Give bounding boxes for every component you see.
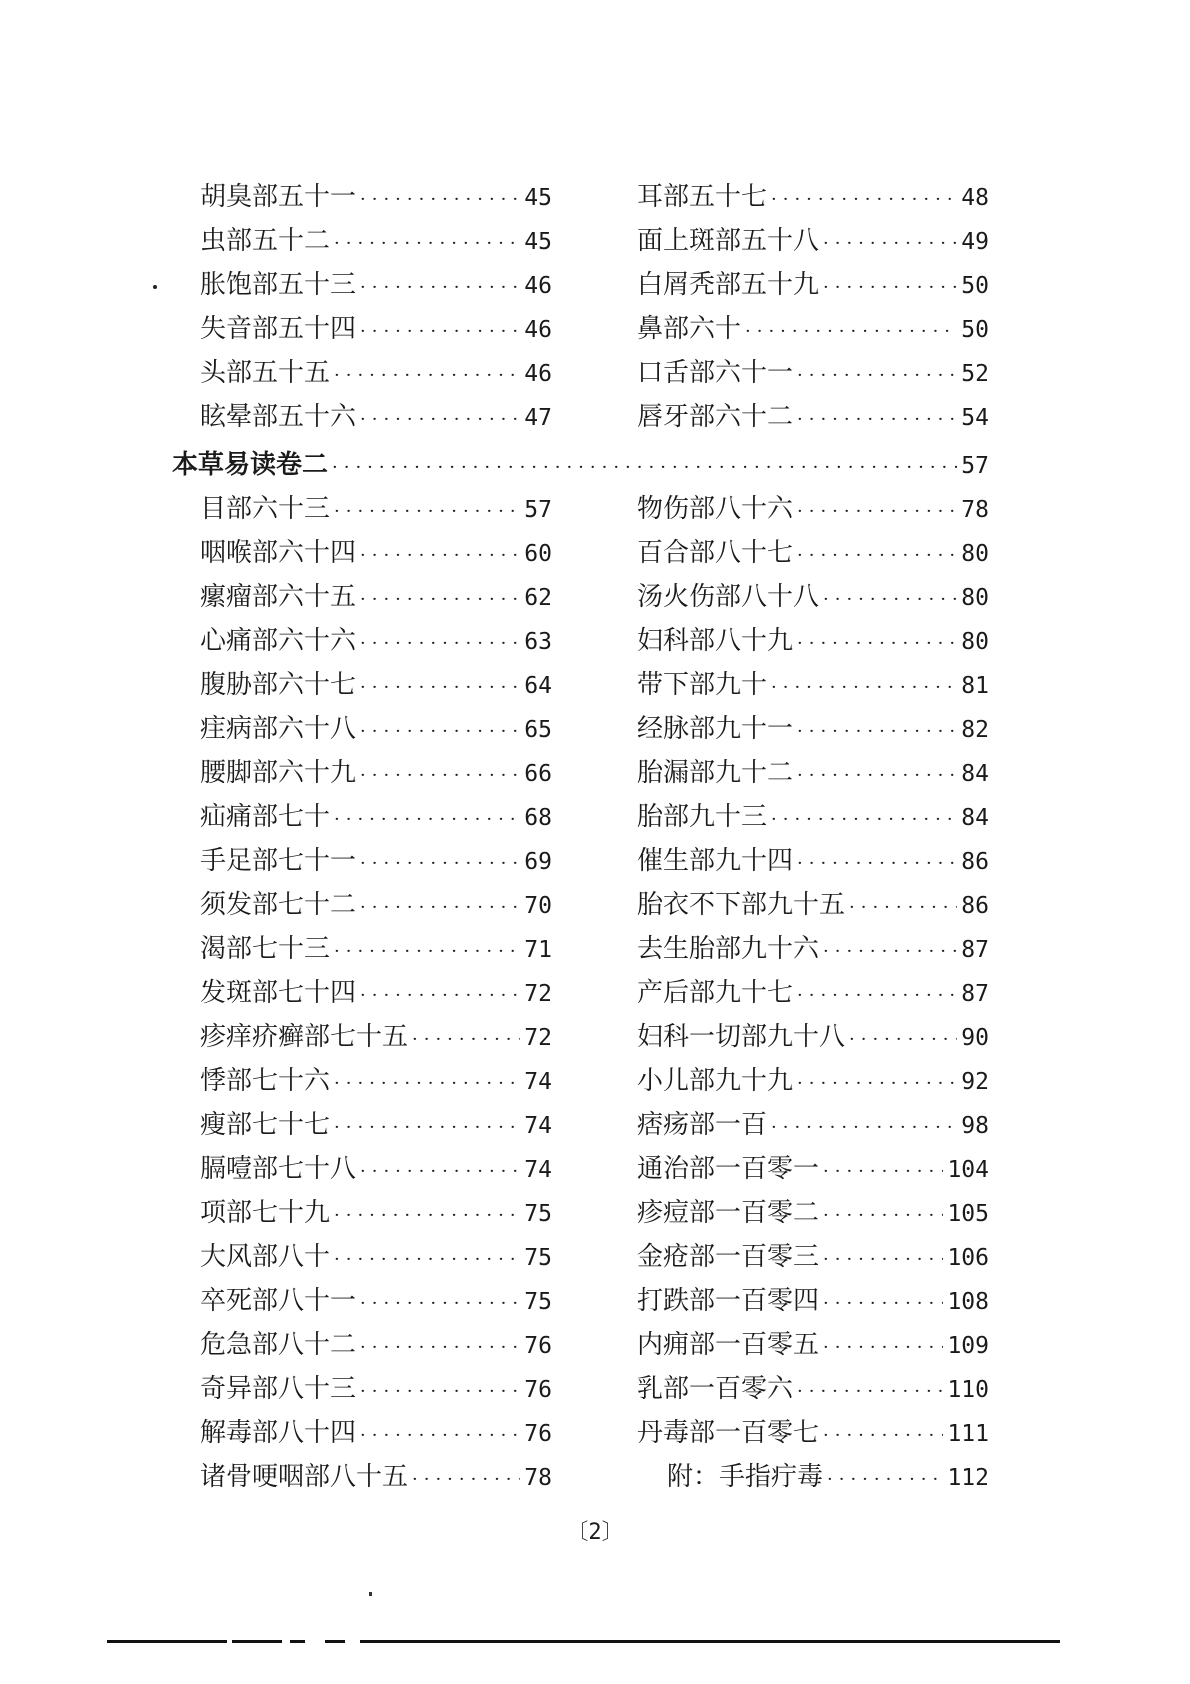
toc-entry-title: 催生部九十四 bbox=[637, 846, 794, 876]
toc-column-lower-right bbox=[637, 487, 989, 1499]
dot-leader bbox=[360, 666, 520, 710]
toc-entry-page-number: 109 bbox=[947, 1333, 989, 1359]
dot-leader bbox=[797, 534, 957, 578]
toc-entry-page-number: 74 bbox=[524, 1113, 552, 1139]
toc-entry bbox=[637, 575, 989, 619]
toc-entry-title: 丹毒部一百零七 bbox=[637, 1418, 820, 1448]
dot-leader bbox=[360, 578, 520, 622]
dot-leader bbox=[797, 842, 957, 886]
dot-leader bbox=[360, 310, 520, 354]
toc-entry-title: 妇科部八十九 bbox=[637, 626, 794, 656]
toc-entry-page-number: 63 bbox=[524, 629, 552, 655]
toc-entry bbox=[637, 795, 989, 839]
dot-leader bbox=[823, 1194, 943, 1238]
toc-entry-page-number: 65 bbox=[524, 717, 552, 743]
toc-entry-page-number: 62 bbox=[524, 585, 552, 611]
dot-leader bbox=[360, 842, 520, 886]
bottom-rule-segment bbox=[325, 1640, 345, 1643]
toc-entry-title: 手足部七十一 bbox=[200, 846, 357, 876]
toc-entry bbox=[200, 1367, 552, 1411]
toc-entry-page-number: 75 bbox=[524, 1201, 552, 1227]
dot-leader bbox=[771, 666, 957, 710]
page-number: 〔2〕 bbox=[566, 1520, 624, 1545]
dot-leader bbox=[771, 178, 957, 222]
toc-entry-title: 带下部九十 bbox=[637, 670, 768, 700]
toc-entry-page-number: 80 bbox=[961, 629, 989, 655]
toc-column-top-right bbox=[637, 175, 989, 439]
dot-leader bbox=[823, 1238, 943, 1282]
dot-leader bbox=[360, 886, 520, 930]
toc-entry-page-number: 52 bbox=[961, 361, 989, 387]
toc-entry-page-number: 75 bbox=[524, 1245, 552, 1271]
toc-entry-title: 汤火伤部八十八 bbox=[637, 582, 820, 612]
dot-leader bbox=[771, 1106, 957, 1150]
toc-entry-page-number: 108 bbox=[947, 1289, 989, 1315]
dot-leader bbox=[797, 398, 957, 442]
toc-entry-title: 卒死部八十一 bbox=[200, 1286, 357, 1316]
toc-entry-title: 痞疡部一百 bbox=[637, 1110, 768, 1140]
toc-entry bbox=[637, 1323, 989, 1367]
toc-entry-page-number: 49 bbox=[961, 229, 989, 255]
toc-entry-page-number: 105 bbox=[947, 1201, 989, 1227]
toc-entry bbox=[200, 1103, 552, 1147]
toc-entry-title: 危急部八十二 bbox=[200, 1330, 357, 1360]
toc-entry-title: 项部七十九 bbox=[200, 1198, 331, 1228]
toc-entry-title: 胎衣不下部九十五 bbox=[637, 890, 846, 920]
stray-mark bbox=[153, 285, 157, 289]
toc-entry-page-number: 111 bbox=[947, 1421, 989, 1447]
bottom-rule-segment bbox=[107, 1640, 227, 1643]
section-title: 本草易读卷二 bbox=[172, 450, 329, 480]
toc-entry-title: 耳部五十七 bbox=[637, 182, 768, 212]
toc-entry-title: 胎部九十三 bbox=[637, 802, 768, 832]
toc-entry-title: 金疮部一百零三 bbox=[637, 1242, 820, 1272]
dot-leader bbox=[771, 798, 957, 842]
dot-leader bbox=[360, 266, 520, 310]
toc-entry bbox=[637, 1279, 989, 1323]
toc-entry-page-number: 57 bbox=[524, 497, 552, 523]
toc-entry bbox=[637, 707, 989, 751]
toc-entry bbox=[637, 263, 989, 307]
toc-entry-page-number: 104 bbox=[947, 1157, 989, 1183]
dot-leader bbox=[849, 1018, 957, 1062]
toc-entry-title: 胀饱部五十三 bbox=[200, 270, 357, 300]
toc-entry-title: 胎漏部九十二 bbox=[637, 758, 794, 788]
dot-leader bbox=[823, 1414, 943, 1458]
dot-leader bbox=[360, 398, 520, 442]
toc-entry-page-number: 72 bbox=[524, 1025, 552, 1051]
toc-entry bbox=[637, 883, 989, 927]
bottom-rule-segment bbox=[232, 1640, 282, 1643]
toc-entry bbox=[200, 175, 552, 219]
toc-entry-page-number: 68 bbox=[524, 805, 552, 831]
toc-entry bbox=[200, 1191, 552, 1235]
bottom-rule-segment bbox=[360, 1640, 1060, 1643]
toc-entry-page-number: 60 bbox=[524, 541, 552, 567]
dot-leader bbox=[745, 310, 957, 354]
toc-entry-title: 眩晕部五十六 bbox=[200, 402, 357, 432]
toc-entry bbox=[200, 795, 552, 839]
toc-entry bbox=[200, 751, 552, 795]
toc-entry-page-number: 84 bbox=[961, 761, 989, 787]
toc-entry bbox=[200, 1323, 552, 1367]
toc-entry-title: 奇异部八十三 bbox=[200, 1374, 357, 1404]
toc-entry-page-number: 48 bbox=[961, 185, 989, 211]
dot-leader bbox=[360, 178, 520, 222]
dot-leader bbox=[823, 1150, 943, 1194]
toc-entry-title: 大风部八十 bbox=[200, 1242, 331, 1272]
toc-entry-title: 诸骨哽咽部八十五 bbox=[200, 1462, 409, 1492]
toc-entry-page-number: 86 bbox=[961, 849, 989, 875]
toc-entry-page-number: 72 bbox=[524, 981, 552, 1007]
toc-entry-title: 渴部七十三 bbox=[200, 934, 331, 964]
toc-entry bbox=[637, 1147, 989, 1191]
toc-entry-page-number: 106 bbox=[947, 1245, 989, 1271]
dot-leader bbox=[360, 534, 520, 578]
toc-entry-page-number: 74 bbox=[524, 1069, 552, 1095]
dot-leader bbox=[360, 710, 520, 754]
toc-entry bbox=[637, 395, 989, 439]
toc-entry-title: 解毒部八十四 bbox=[200, 1418, 357, 1448]
toc-entry bbox=[637, 487, 989, 531]
toc-entry bbox=[637, 619, 989, 663]
dot-leader bbox=[823, 578, 957, 622]
toc-entry-title: 须发部七十二 bbox=[200, 890, 357, 920]
dot-leader bbox=[334, 354, 520, 398]
dot-leader bbox=[360, 974, 520, 1018]
toc-entry-title: 疹痘部一百零二 bbox=[637, 1198, 820, 1228]
dot-leader bbox=[332, 446, 957, 490]
toc-entry-page-number: 78 bbox=[524, 1465, 552, 1491]
toc-entry bbox=[637, 1411, 989, 1455]
toc-entry bbox=[637, 751, 989, 795]
dot-leader bbox=[360, 1414, 520, 1458]
toc-entry-page-number: 46 bbox=[524, 317, 552, 343]
toc-entry-page-number: 87 bbox=[961, 937, 989, 963]
section-page-number: 57 bbox=[961, 453, 989, 479]
dot-leader bbox=[823, 222, 957, 266]
toc-entry-page-number: 45 bbox=[524, 185, 552, 211]
toc-entry-title: 疝痛部七十 bbox=[200, 802, 331, 832]
toc-entry-title: 附：手指疔毒 bbox=[667, 1462, 824, 1492]
toc-entry-page-number: 70 bbox=[524, 893, 552, 919]
toc-entry bbox=[637, 1015, 989, 1059]
toc-entry-page-number: 50 bbox=[961, 317, 989, 343]
dot-leader bbox=[823, 930, 957, 974]
dot-leader bbox=[334, 1194, 520, 1238]
toc-entry-title: 去生胎部九十六 bbox=[637, 934, 820, 964]
dot-leader bbox=[360, 1282, 520, 1326]
dot-leader bbox=[360, 1150, 520, 1194]
toc-entry-page-number: 86 bbox=[961, 893, 989, 919]
dot-leader bbox=[334, 222, 520, 266]
toc-entry bbox=[200, 707, 552, 751]
toc-entry bbox=[637, 927, 989, 971]
toc-entry bbox=[200, 351, 552, 395]
toc-entry-title: 疹痒疥癣部七十五 bbox=[200, 1022, 409, 1052]
toc-entry-title: 腹胁部六十七 bbox=[200, 670, 357, 700]
toc-entry-title: 物伤部八十六 bbox=[637, 494, 794, 524]
toc-entry bbox=[200, 1455, 552, 1499]
toc-entry bbox=[200, 307, 552, 351]
toc-entry bbox=[637, 1059, 989, 1103]
toc-entry bbox=[200, 1147, 552, 1191]
toc-entry bbox=[637, 351, 989, 395]
toc-entry-page-number: 81 bbox=[961, 673, 989, 699]
toc-entry-title: 胡臭部五十一 bbox=[200, 182, 357, 212]
dot-leader bbox=[823, 1326, 943, 1370]
toc-entry-page-number: 64 bbox=[524, 673, 552, 699]
toc-entry-page-number: 46 bbox=[524, 273, 552, 299]
toc-entry bbox=[200, 1411, 552, 1455]
dot-leader bbox=[827, 1458, 943, 1502]
dot-leader bbox=[334, 930, 520, 974]
toc-entry-title: 白屑秃部五十九 bbox=[637, 270, 820, 300]
dot-leader bbox=[334, 1106, 520, 1150]
toc-entry-title: 瘦部七十七 bbox=[200, 1110, 331, 1140]
dot-leader bbox=[412, 1018, 520, 1062]
toc-entry-title: 小儿部九十九 bbox=[637, 1066, 794, 1096]
dot-leader bbox=[360, 1370, 520, 1414]
bottom-rule-segment bbox=[290, 1640, 305, 1643]
dot-leader bbox=[797, 710, 957, 754]
toc-entry bbox=[200, 395, 552, 439]
toc-entry bbox=[637, 1235, 989, 1279]
toc-entry-page-number: 76 bbox=[524, 1333, 552, 1359]
toc-entry-title: 瘰瘤部六十五 bbox=[200, 582, 357, 612]
toc-entry bbox=[637, 531, 989, 575]
toc-entry-title: 目部六十三 bbox=[200, 494, 331, 524]
toc-entry-page-number: 76 bbox=[524, 1377, 552, 1403]
toc-entry bbox=[637, 307, 989, 351]
toc-entry-page-number: 50 bbox=[961, 273, 989, 299]
toc-entry-title: 打跌部一百零四 bbox=[637, 1286, 820, 1316]
dot-leader bbox=[334, 798, 520, 842]
toc-entry-title: 通治部一百零一 bbox=[637, 1154, 820, 1184]
dot-leader bbox=[849, 886, 957, 930]
toc-entry-page-number: 98 bbox=[961, 1113, 989, 1139]
dot-leader bbox=[334, 490, 520, 534]
dot-leader bbox=[360, 754, 520, 798]
toc-entry bbox=[200, 883, 552, 927]
toc-entry-page-number: 71 bbox=[524, 937, 552, 963]
toc-entry-page-number: 45 bbox=[524, 229, 552, 255]
toc-entry bbox=[200, 1059, 552, 1103]
toc-entry-title: 膈噎部七十八 bbox=[200, 1154, 357, 1184]
toc-entry-title: 心痛部六十六 bbox=[200, 626, 357, 656]
toc-entry-title: 产后部九十七 bbox=[637, 978, 794, 1008]
toc-entry-page-number: 92 bbox=[961, 1069, 989, 1095]
toc-entry bbox=[637, 1191, 989, 1235]
toc-entry bbox=[637, 1103, 989, 1147]
dot-leader bbox=[797, 354, 957, 398]
toc-entry-page-number: 75 bbox=[524, 1289, 552, 1315]
toc-entry-title: 咽喉部六十四 bbox=[200, 538, 357, 568]
toc-entry bbox=[637, 219, 989, 263]
toc-entry bbox=[200, 219, 552, 263]
toc-entry-page-number: 80 bbox=[961, 585, 989, 611]
dot-leader bbox=[412, 1458, 520, 1502]
toc-entry-page-number: 110 bbox=[947, 1377, 989, 1403]
toc-entry bbox=[200, 927, 552, 971]
toc-entry-title: 内痈部一百零五 bbox=[637, 1330, 820, 1360]
toc-entry-page-number: 54 bbox=[961, 405, 989, 431]
toc-entry bbox=[637, 175, 989, 219]
toc-entry-page-number: 76 bbox=[524, 1421, 552, 1447]
dot-leader bbox=[797, 622, 957, 666]
toc-entry bbox=[200, 263, 552, 307]
dot-leader bbox=[797, 490, 957, 534]
toc-entry-page-number: 84 bbox=[961, 805, 989, 831]
toc-entry bbox=[200, 531, 552, 575]
dot-leader bbox=[797, 1062, 957, 1106]
dot-leader bbox=[797, 1370, 943, 1414]
toc-column-top-left bbox=[200, 175, 552, 439]
dot-leader bbox=[360, 1326, 520, 1370]
toc-entry-title: 妇科一切部九十八 bbox=[637, 1022, 846, 1052]
toc-entry-page-number: 47 bbox=[524, 405, 552, 431]
dot-leader bbox=[823, 1282, 943, 1326]
toc-entry bbox=[200, 971, 552, 1015]
toc-entry bbox=[200, 487, 552, 531]
toc-entry bbox=[637, 971, 989, 1015]
toc-entry-title: 腰脚部六十九 bbox=[200, 758, 357, 788]
toc-entry-page-number: 66 bbox=[524, 761, 552, 787]
toc-entry-title: 乳部一百零六 bbox=[637, 1374, 794, 1404]
dot-leader bbox=[823, 266, 957, 310]
toc-entry-page-number: 80 bbox=[961, 541, 989, 567]
toc-entry bbox=[200, 1235, 552, 1279]
toc-entry bbox=[637, 663, 989, 707]
toc-entry-page-number: 112 bbox=[947, 1465, 989, 1491]
toc-entry bbox=[200, 1015, 552, 1059]
toc-entry-page-number: 90 bbox=[961, 1025, 989, 1051]
section-heading-volume-2 bbox=[172, 443, 989, 487]
dot-leader bbox=[797, 974, 957, 1018]
toc-entry-page-number: 74 bbox=[524, 1157, 552, 1183]
toc-entry bbox=[200, 839, 552, 883]
toc-entry bbox=[200, 1279, 552, 1323]
toc-entry bbox=[200, 575, 552, 619]
toc-entry-title: 唇牙部六十二 bbox=[637, 402, 794, 432]
toc-entry-page-number: 46 bbox=[524, 361, 552, 387]
toc-entry-title: 疰病部六十八 bbox=[200, 714, 357, 744]
toc-entry-page-number: 69 bbox=[524, 849, 552, 875]
stray-mark bbox=[369, 1592, 372, 1596]
toc-entry-title: 悸部七十六 bbox=[200, 1066, 331, 1096]
toc-entry-title: 发斑部七十四 bbox=[200, 978, 357, 1008]
toc-entry-page-number: 82 bbox=[961, 717, 989, 743]
toc-entry bbox=[637, 1367, 989, 1411]
toc-entry-page-number: 78 bbox=[961, 497, 989, 523]
toc-entry bbox=[637, 1455, 989, 1499]
toc-entry-title: 百合部八十七 bbox=[637, 538, 794, 568]
toc-entry-title: 虫部五十二 bbox=[200, 226, 331, 256]
toc-column-lower-left bbox=[200, 487, 552, 1499]
dot-leader bbox=[334, 1238, 520, 1282]
toc-entry bbox=[200, 619, 552, 663]
dot-leader bbox=[334, 1062, 520, 1106]
toc-entry-title: 失音部五十四 bbox=[200, 314, 357, 344]
toc-entry-title: 鼻部六十 bbox=[637, 314, 742, 344]
dot-leader bbox=[797, 754, 957, 798]
toc-entry-title: 经脉部九十一 bbox=[637, 714, 794, 744]
toc-entry bbox=[200, 663, 552, 707]
toc-entry-title: 口舌部六十一 bbox=[637, 358, 794, 388]
toc-entry-title: 面上斑部五十八 bbox=[637, 226, 820, 256]
dot-leader bbox=[360, 622, 520, 666]
toc-entry-title: 头部五十五 bbox=[200, 358, 331, 388]
toc-entry bbox=[637, 839, 989, 883]
toc-entry-page-number: 87 bbox=[961, 981, 989, 1007]
